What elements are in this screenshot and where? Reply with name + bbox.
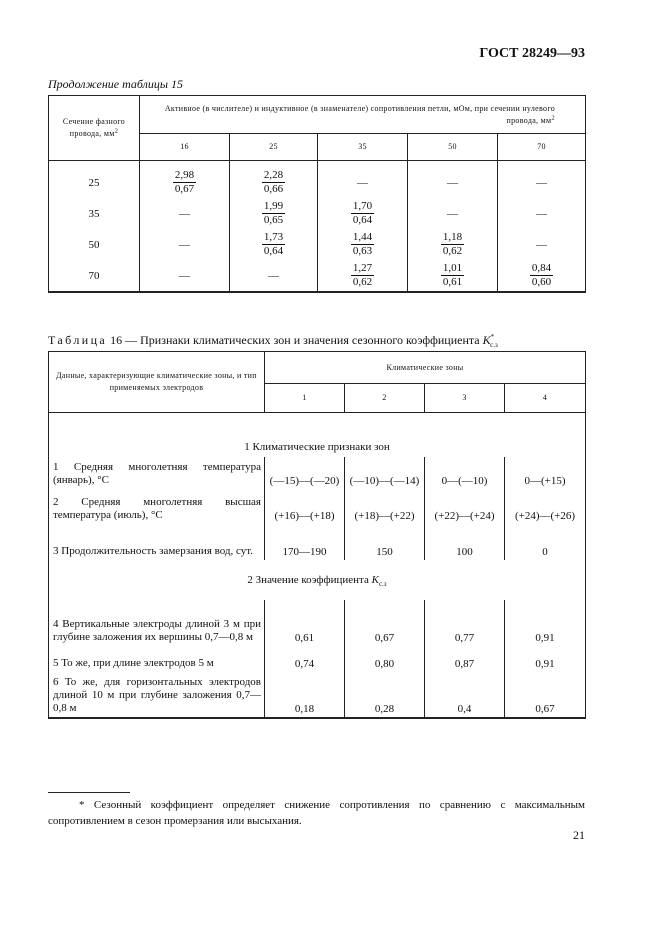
t16-section-1-title: 1 Климатические признаки зон (49, 413, 586, 458)
fraction-value (351, 200, 374, 227)
t15-row-section: 35 (49, 198, 140, 229)
t16-zone-header: 1 (265, 384, 345, 413)
t16-row-label: 6 То же, для горизонтальных электродов длиной 10 м при глубине заложения 0,7—0,8 м (49, 672, 265, 718)
t15-cell (498, 198, 586, 229)
t16-value: 0,67 (505, 672, 586, 718)
t16-value: 0,77 (425, 600, 505, 646)
footnote-rule (48, 792, 130, 793)
t16-row-label: 3 Продолжительность замерзания вод, сут. (49, 524, 265, 560)
fraction-denominator: 0,63 (352, 245, 373, 257)
fraction-value (351, 262, 374, 289)
fraction-value (351, 231, 374, 258)
page-number: 21 (573, 828, 585, 842)
table-16 (48, 351, 586, 719)
t15-cell (230, 198, 318, 229)
t15-subheader: 35 (318, 134, 408, 161)
table16-caption: Таблица 16 — Признаки климатических зон и значения сезонного коэффициента $K^*_{с.з}$ (48, 333, 498, 350)
t15-cell (498, 229, 586, 260)
t16-col1-header: Данные, характеризующие климатические зоны, и тип применяемых электродов (49, 352, 265, 413)
t15-row (49, 198, 586, 229)
dash: — (179, 269, 190, 282)
dash: — (268, 269, 279, 282)
t15-row (49, 161, 586, 199)
t16-value: (—10)—(—14) (345, 457, 425, 489)
t15-row-section: 50 (49, 229, 140, 260)
t15-cell (140, 229, 230, 260)
t15-subheader: 16 (140, 134, 230, 161)
fraction-denominator: 0,62 (442, 245, 463, 257)
t16-value: (+16)—(+18) (265, 489, 345, 524)
t15-cell (140, 198, 230, 229)
footnote: * Сезонный коэффициент определяет снижение сопротивления по сравнению с максимальным сопротивлением в сезон промерзания или высыхания. (48, 799, 585, 827)
t16-value: (+18)—(+22) (345, 489, 425, 524)
t16-section-2-title: 2 Значение коэффициента $K_{с.з}$ (49, 560, 586, 600)
t15-subheader: 25 (230, 134, 318, 161)
t15-cell (230, 260, 318, 292)
t15-cell (408, 198, 498, 229)
t15-cell (408, 161, 498, 199)
table15-continuation-caption: Продолжение таблицы 15 (48, 77, 184, 91)
fraction-numerator: 1,01 (442, 262, 463, 274)
t15-col1-header: Сечение фазного провода, $мм^2$ (49, 96, 140, 161)
t16-value: 0,61 (265, 600, 345, 646)
dash: — (447, 176, 458, 189)
t15-row (49, 229, 586, 260)
dash: — (536, 238, 547, 251)
fraction-value (441, 262, 464, 289)
t16-row (49, 457, 586, 489)
t16-value: 0,87 (425, 646, 505, 672)
fraction-numerator: 1,44 (352, 231, 373, 243)
t15-cell (498, 161, 586, 199)
t15-cell (318, 229, 408, 260)
t15-cell (140, 260, 230, 292)
t16-value: 0,91 (505, 600, 586, 646)
dash: — (179, 238, 190, 251)
fraction-denominator: 0,64 (263, 245, 284, 257)
dash: — (536, 176, 547, 189)
fraction-denominator: 0,64 (352, 214, 373, 226)
t15-cell (230, 161, 318, 199)
t15-cell (318, 260, 408, 292)
t16-value: (—15)—(—20) (265, 457, 345, 489)
fraction-denominator: 0,65 (263, 214, 284, 226)
t16-value: 0 (505, 524, 586, 560)
fraction-value (530, 262, 553, 289)
t15-cell (140, 161, 230, 199)
t16-value: 0—(+15) (505, 457, 586, 489)
dash: — (447, 207, 458, 220)
t16-value: (+24)—(+26) (505, 489, 586, 524)
t16-row-label: 1 Средняя многолетняя температура (январь), °С (49, 457, 265, 489)
fraction-numerator: 0,84 (531, 262, 552, 274)
fraction-value (173, 169, 196, 196)
t16-row-label: 5 То же, при длине электродов 5 м (49, 646, 265, 672)
t16-value: (+22)—(+24) (425, 489, 505, 524)
t16-zone-header: 4 (505, 384, 586, 413)
t15-row (49, 260, 586, 292)
t16-row (49, 489, 586, 524)
t15-cell (318, 161, 408, 199)
dash: — (179, 207, 190, 220)
fraction-value (262, 169, 285, 196)
t16-value: 0,18 (265, 672, 345, 718)
t16-value: 100 (425, 524, 505, 560)
t15-subheader: 70 (498, 134, 586, 161)
fraction-value (262, 231, 285, 258)
t15-row-section: 25 (49, 161, 140, 199)
t16-row-label: 4 Вертикальные электроды длиной 3 м при глубине заложения их вершины 0,7—0,8 м (49, 600, 265, 646)
t15-cell (318, 198, 408, 229)
fraction-numerator: 1,18 (442, 231, 463, 243)
t16-zone-header: 2 (345, 384, 425, 413)
t15-group-header: Активное (в числителе) и индуктивное (в знаменателе) сопротивления петли, мОм, при сечении нулевого провода, $мм^2$ (140, 96, 586, 134)
document-id: ГОСТ 28249—93 (479, 46, 585, 61)
fraction-numerator: 1,27 (352, 262, 373, 274)
t16-row (49, 524, 586, 560)
t16-zone-header: 3 (425, 384, 505, 413)
t15-cell (498, 260, 586, 292)
fraction-numerator: 1,73 (263, 231, 284, 243)
t15-cell (408, 260, 498, 292)
fraction-denominator: 0,61 (442, 276, 463, 288)
fraction-numerator: 1,99 (263, 200, 284, 212)
t16-value: 150 (345, 524, 425, 560)
t15-subheader: 50 (408, 134, 498, 161)
t15-cell (230, 229, 318, 260)
fraction-denominator: 0,62 (352, 276, 373, 288)
t16-value: 0,80 (345, 646, 425, 672)
fraction-denominator: 0,60 (531, 276, 552, 288)
fraction-value (262, 200, 285, 227)
t16-row (49, 600, 586, 646)
fraction-numerator: 2,98 (174, 169, 195, 181)
t16-value: 0,4 (425, 672, 505, 718)
t16-row (49, 646, 586, 672)
t16-row (49, 672, 586, 718)
fraction-value (441, 231, 464, 258)
t16-value: 170—190 (265, 524, 345, 560)
fraction-numerator: 1,70 (352, 200, 373, 212)
t16-value: 0,67 (345, 600, 425, 646)
t16-value: 0,91 (505, 646, 586, 672)
t15-row-section: 70 (49, 260, 140, 292)
t16-value: 0,74 (265, 646, 345, 672)
t15-cell (408, 229, 498, 260)
dash: — (536, 207, 547, 220)
fraction-denominator: 0,67 (174, 183, 195, 195)
fraction-numerator: 2,28 (263, 169, 284, 181)
t16-group-header: Климатические зоны (265, 352, 586, 384)
t16-value: 0—(—10) (425, 457, 505, 489)
t16-value: 0,28 (345, 672, 425, 718)
fraction-denominator: 0,66 (263, 183, 284, 195)
dash: — (357, 176, 368, 189)
table-15 (48, 95, 586, 293)
t16-row-label: 2 Средняя многолетняя высшая температура (июль), °С (49, 489, 265, 524)
